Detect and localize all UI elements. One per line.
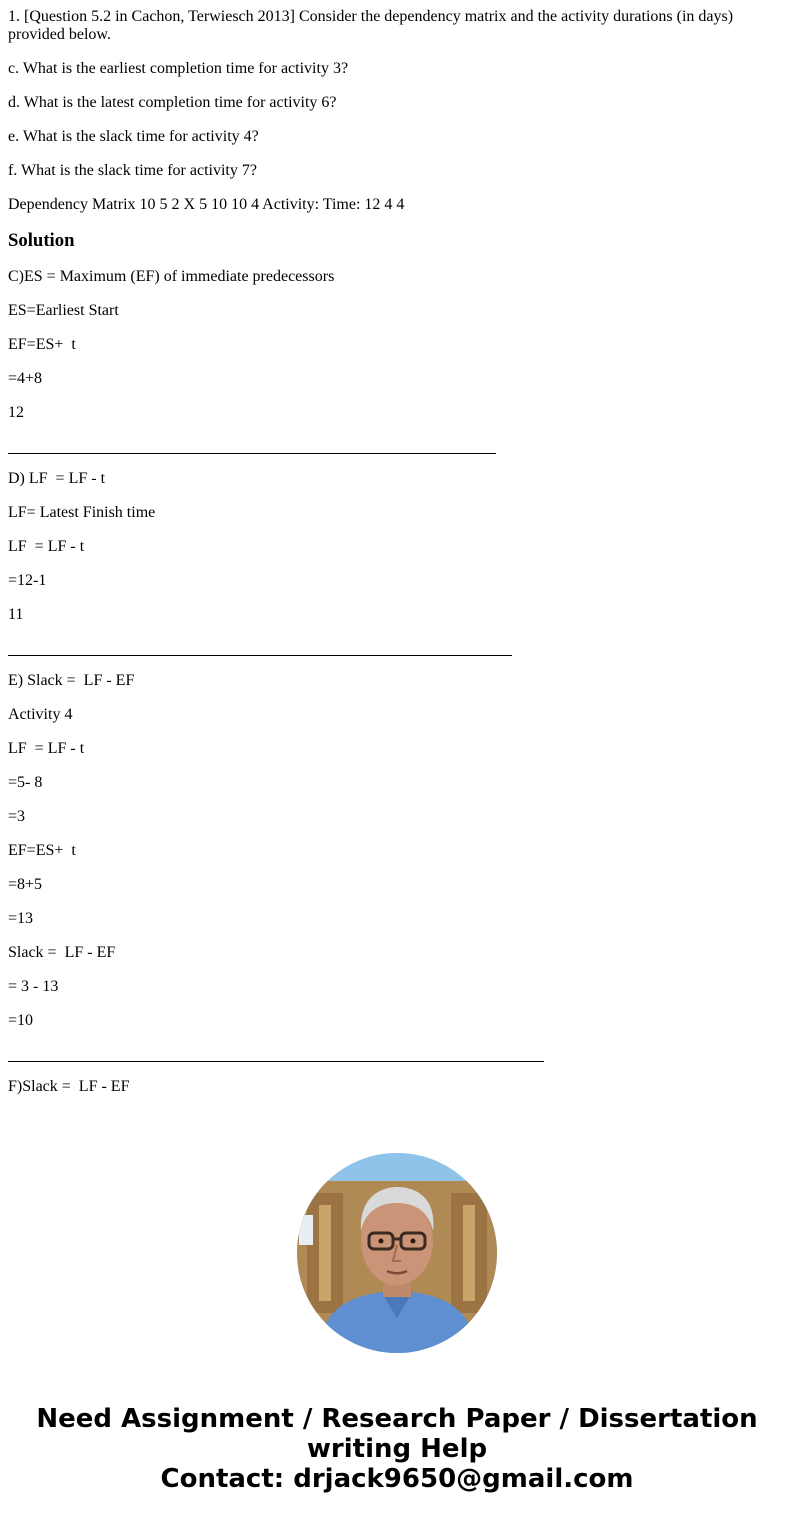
advert-contact: Contact: drjack9650@gmail.com (160, 1464, 634, 1494)
solution-heading: Solution (8, 230, 75, 251)
solution-line: LF = LF - t (8, 740, 85, 757)
solution-line: C)ES = Maximum (EF) of immediate predecessors (8, 268, 335, 285)
solution-line: 11 (8, 606, 24, 623)
tutor-portrait-icon (297, 1153, 497, 1353)
solution-line: = 3 - 13 (8, 978, 59, 995)
question-part-f: f. What is the slack time for activity 7? (8, 162, 257, 179)
solution-line: LF = LF - t (8, 538, 85, 555)
question-part-d: d. What is the latest completion time for activity 6? (8, 94, 337, 111)
solution-section-c (8, 268, 778, 422)
solution-line: ES=Earliest Start (8, 302, 119, 319)
section-divider (8, 1046, 778, 1062)
document-body (8, 8, 778, 1112)
solution-line: =5- 8 (8, 774, 43, 791)
solution-line: =12-1 (8, 572, 47, 589)
section-divider (8, 438, 778, 454)
solution-line: =3 (8, 808, 26, 825)
solution-line: F)Slack = LF - EF (8, 1078, 130, 1095)
solution-line: =4+8 (8, 370, 43, 387)
solution-line: D) LF = LF - t (8, 470, 106, 487)
advert-line-2: writing Help (306, 1434, 488, 1464)
solution-line: LF= Latest Finish time (8, 504, 156, 521)
section-divider (8, 640, 778, 656)
solution-line: =13 (8, 910, 34, 927)
tutor-avatar (297, 1153, 497, 1353)
solution-line: =10 (8, 1012, 34, 1029)
solution-section-d (8, 470, 778, 624)
question-intro: 1. [Question 5.2 in Cachon, Terwiesch 2013] Consider the dependency matrix and the activity durations (in days) provided below. (8, 8, 734, 43)
solution-line: EF=ES+ t (8, 336, 76, 353)
question-part-e: e. What is the slack time for activity 4? (8, 128, 259, 145)
solution-section-e (8, 672, 778, 1030)
advert-banner (0, 1404, 794, 1494)
solution-line: =8+5 (8, 876, 43, 893)
dependency-matrix-text: Dependency Matrix 10 5 2 X 5 10 10 4 Activity: Time: 12 4 4 (8, 196, 405, 213)
solution-line: E) Slack = LF - EF (8, 672, 135, 689)
solution-line: 12 (8, 404, 24, 421)
solution-section-f (8, 1078, 778, 1096)
solution-line: Slack = LF - EF (8, 944, 116, 961)
advert-line-1: Need Assignment / Research Paper / Dissertation (36, 1404, 758, 1434)
solution-line: EF=ES+ t (8, 842, 76, 859)
question-part-c: c. What is the earliest completion time for activity 3? (8, 60, 349, 77)
solution-line: Activity 4 (8, 706, 73, 723)
